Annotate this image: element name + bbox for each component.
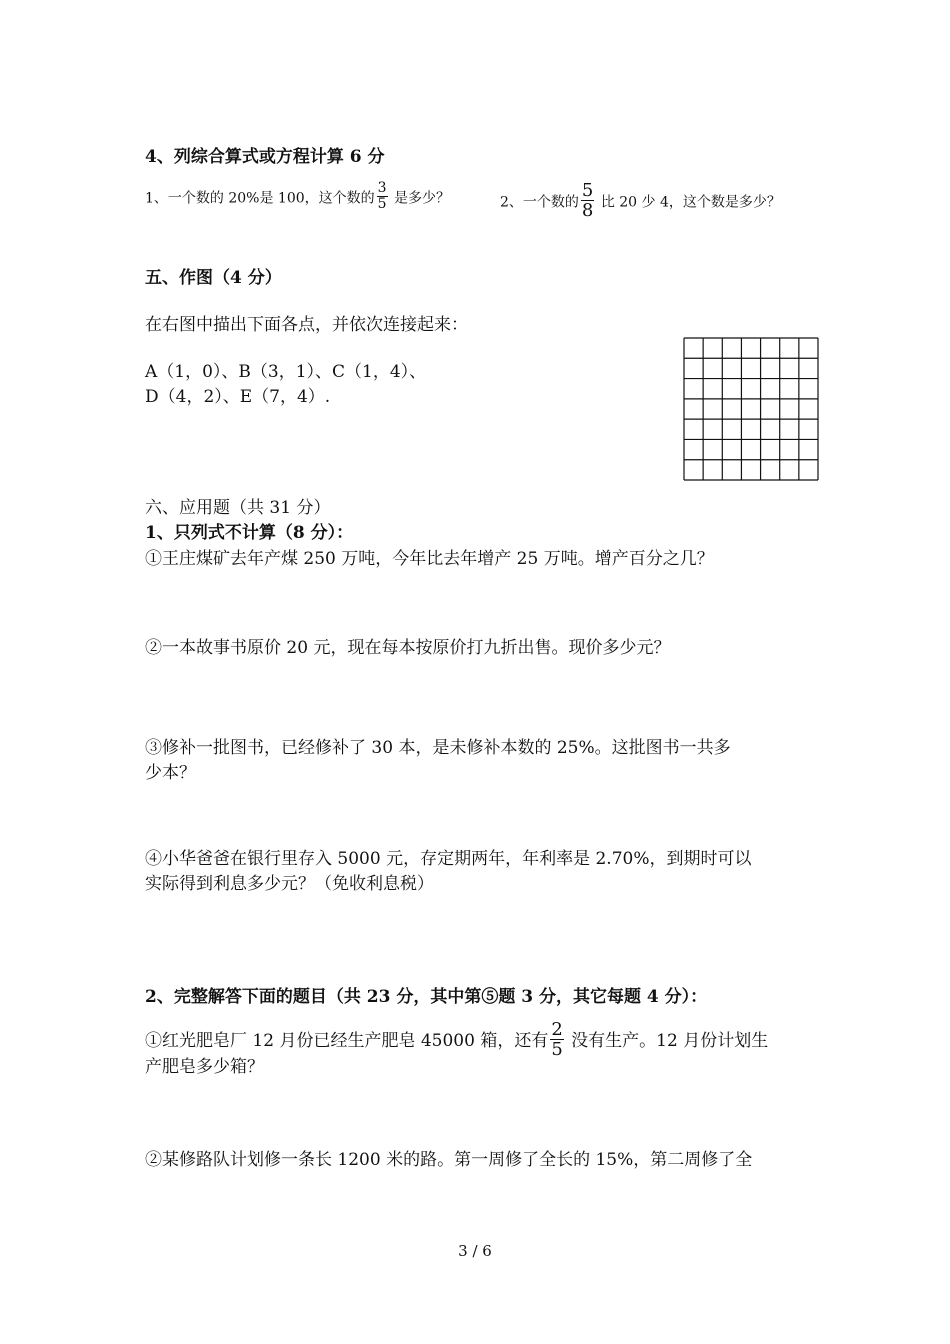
part-2-question-1-line-2: 产肥皂多少箱？ [145, 1057, 264, 1077]
part-1-question-3-line-1: ③修补一批图书，已经修补了 30 本，是未修补本数的 25%。这批图书一共多 [145, 738, 731, 758]
section-4-title: 4、列综合算式或方程计算 6 分 [145, 147, 385, 167]
section-4-question-1 [145, 180, 451, 214]
fraction-5-8 [581, 181, 594, 220]
p2q1-text-after: 没有生产。12 月份计划生 [565, 1031, 769, 1051]
coordinate-grid [683, 337, 819, 481]
part-1-question-3-line-2: 少本？ [145, 763, 196, 783]
fraction-denominator: 8 [581, 200, 594, 221]
section-5-title: 五、作图（4 分） [145, 268, 282, 288]
part-2-question-2: ②某修路队计划修一条长 1200 米的路。第一周修了全长的 15%，第二周修了全 [145, 1150, 753, 1170]
q2-text-before: 2、一个数的 [500, 194, 579, 211]
fraction-3-5 [377, 181, 388, 212]
section-4-question-2 [500, 180, 781, 222]
page-number: 3 / 6 [458, 1242, 492, 1260]
points-line-1: A（1，0）、B（3，1）、C（1，4）、 [145, 362, 427, 382]
part-2-title: 2、完整解答下面的题目（共 23 分，其中第⑤题 3 分，其它每题 4 分）： [145, 987, 708, 1007]
part-1-question-2: ②一本故事书原价 20 元，现在每本按原价打九折出售。现价多少元？ [145, 638, 671, 658]
q2-text-after: 比 20 少 4，这个数是多少？ [596, 194, 781, 211]
fraction-numerator: 5 [581, 180, 594, 201]
section-6-title: 六、应用题（共 31 分） [145, 498, 331, 518]
q1-text-after: 是多少？ [389, 190, 451, 207]
part-1-question-4-line-2: 实际得到利息多少元？（免收利息税） [145, 874, 434, 894]
points-line-2: D（4，2）、E（7，4）. [145, 387, 331, 407]
part-1-question-4-line-1: ④小华爸爸在银行里存入 5000 元，存定期两年，年利率是 2.70%，到期时可以 [145, 849, 752, 869]
p2q1-text-before: ①红光肥皂厂 12 月份已经生产肥皂 45000 箱，还有 [145, 1031, 549, 1051]
part-1-question-1: ①王庄煤矿去年产煤 250 万吨，今年比去年增产 25 万吨。增产百分之几？ [145, 549, 714, 569]
q1-text-before: 1、一个数的 20%是 100，这个数的 [145, 190, 375, 207]
fraction-numerator: 2 [551, 1019, 563, 1040]
fraction-denominator: 5 [551, 1039, 563, 1060]
fraction-2-5 [550, 1020, 563, 1059]
section-5-instruction: 在右图中描出下面各点，并依次连接起来： [145, 315, 468, 335]
fraction-denominator: 5 [377, 196, 387, 212]
part-1-title: 1、只列式不计算（8 分）： [145, 523, 354, 543]
fraction-numerator: 3 [377, 180, 387, 196]
